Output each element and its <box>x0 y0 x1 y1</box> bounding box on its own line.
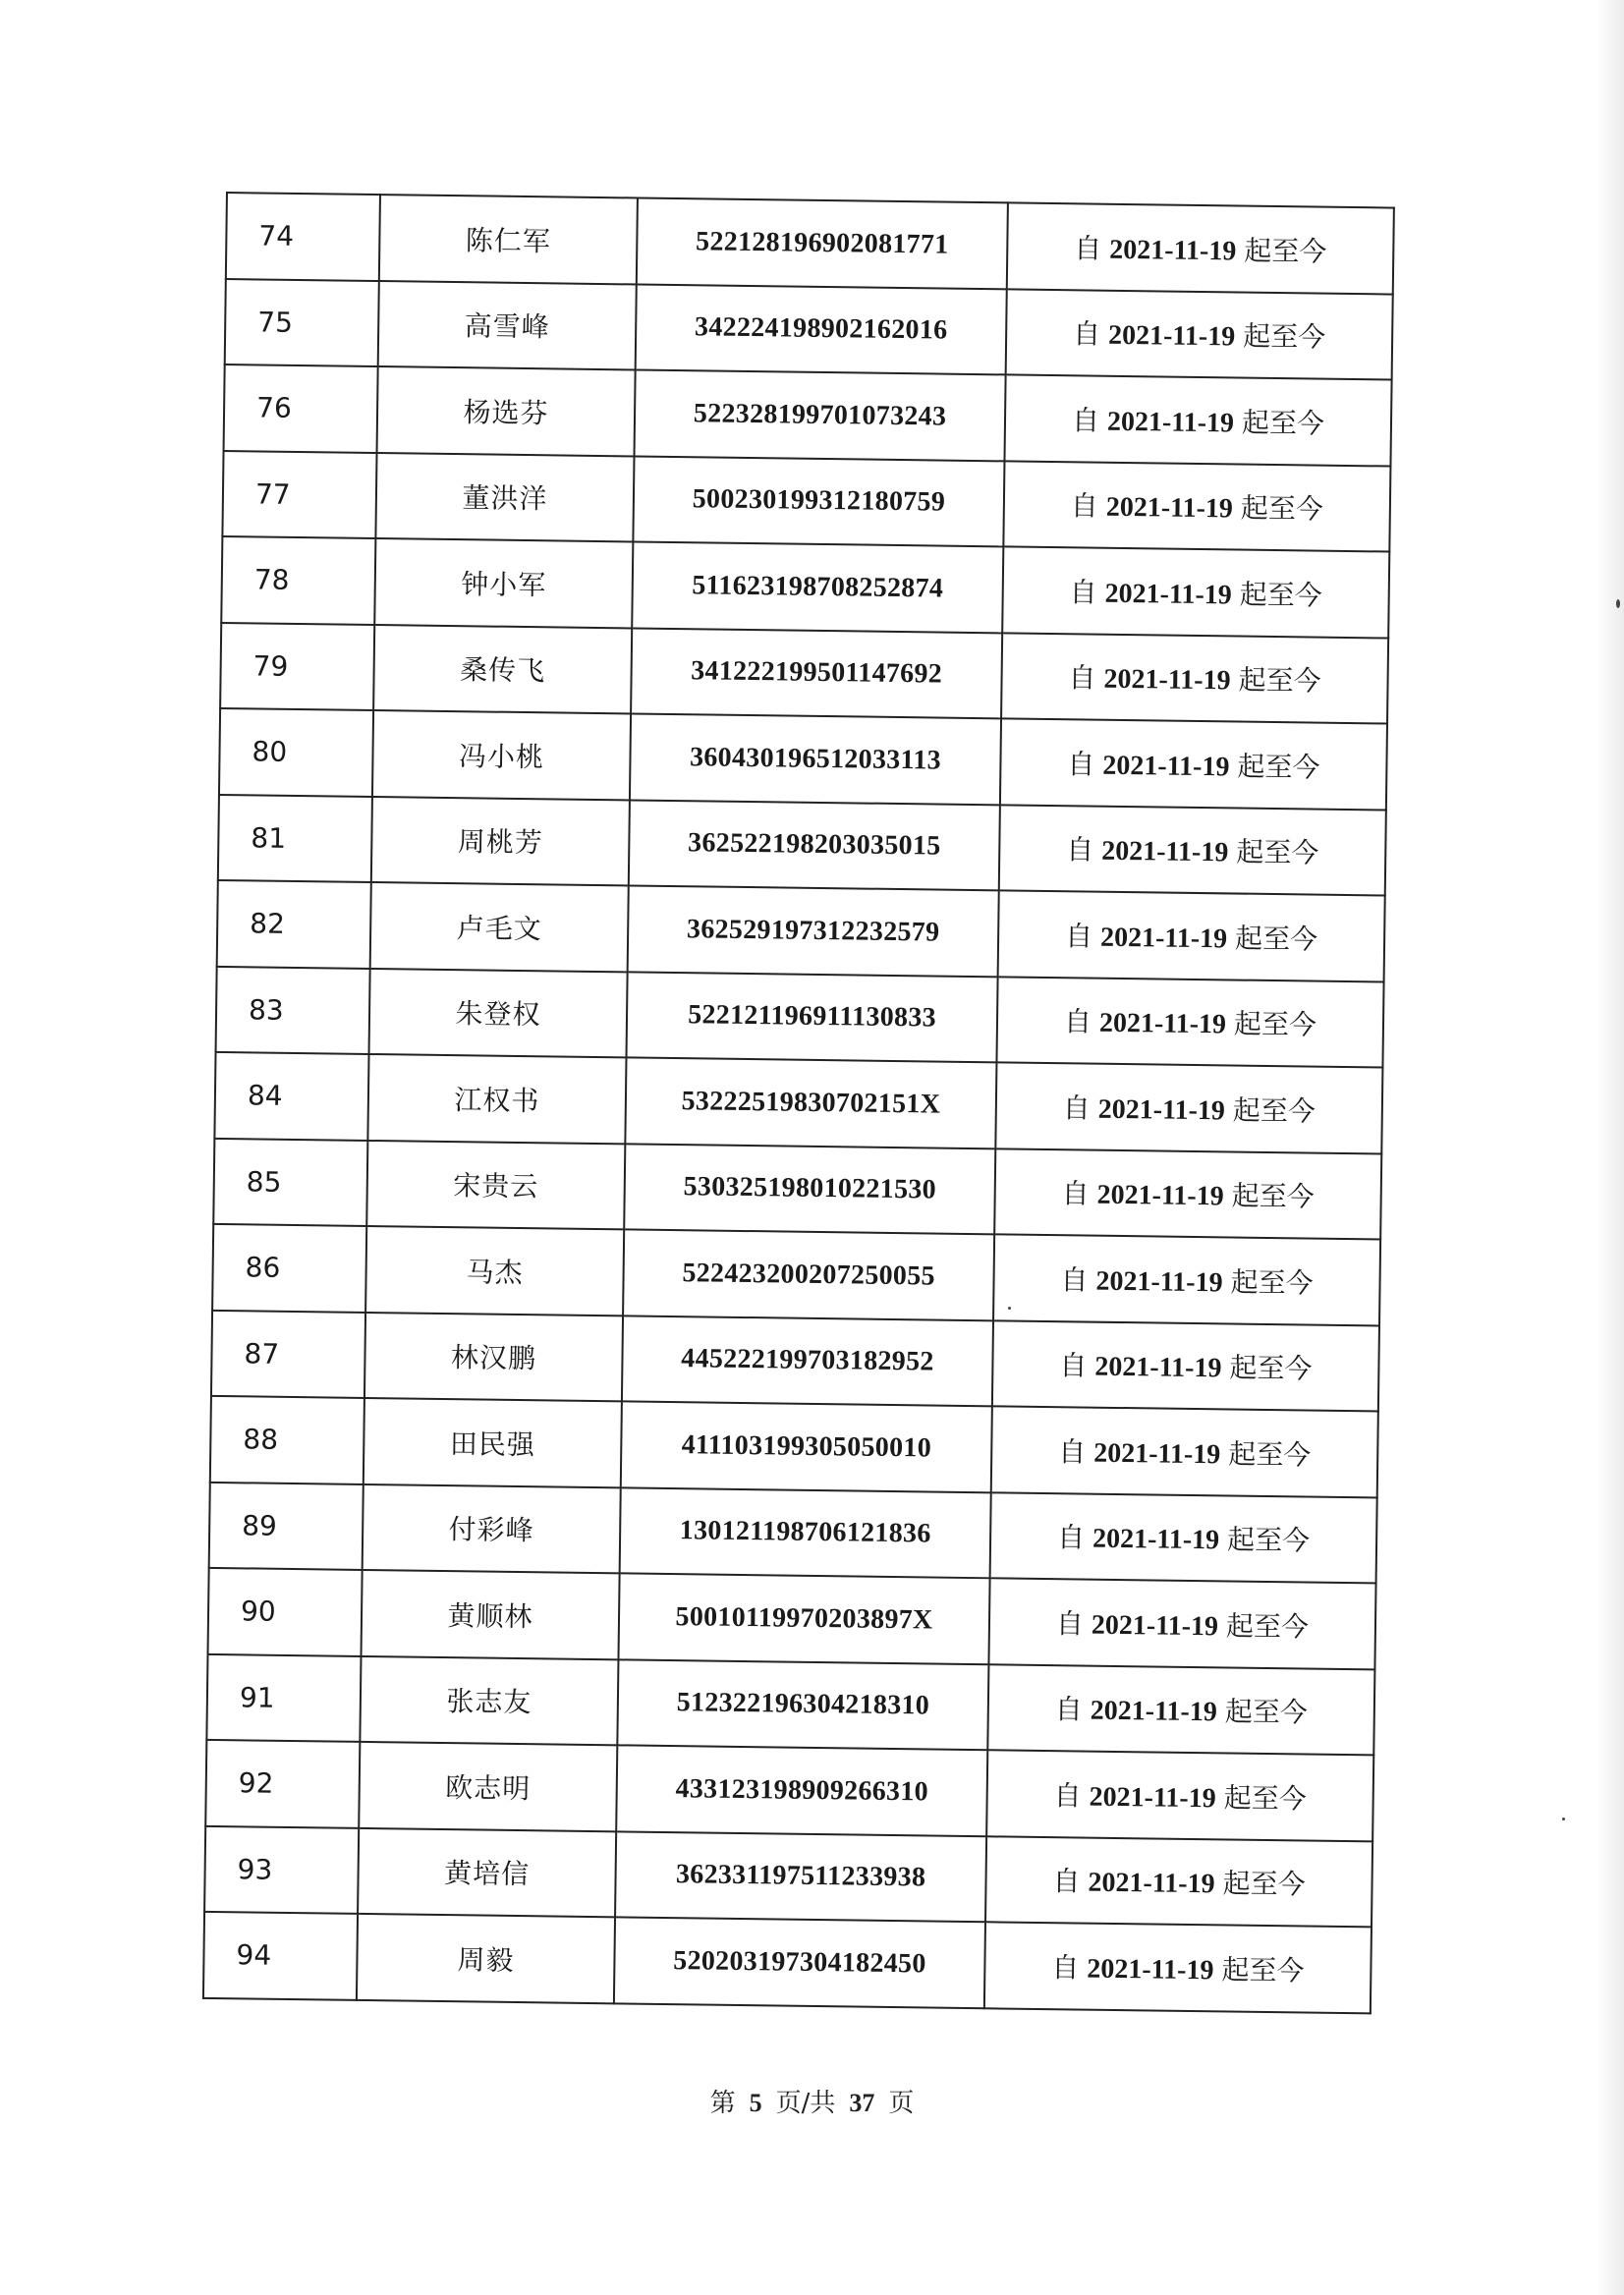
row-number: 85 <box>213 1138 367 1226</box>
table-row <box>209 1482 1377 1583</box>
validity-period <box>990 1492 1377 1584</box>
period-start-date: 2021-11-19 <box>1093 1437 1221 1471</box>
footer-ye: 页 <box>888 2089 915 2118</box>
period-start-date: 2021-11-19 <box>1092 1523 1220 1556</box>
validity-period <box>995 1062 1382 1153</box>
person-name: 黄顺林 <box>362 1570 620 1659</box>
person-name: 马杰 <box>365 1226 624 1315</box>
period-start-date: 2021-11-19 <box>1109 234 1237 267</box>
id-number: 130121198706121836 <box>620 1487 991 1578</box>
validity-period <box>1007 202 1394 294</box>
table-row <box>216 966 1384 1067</box>
period-start-date: 2021-11-19 <box>1098 1007 1227 1040</box>
period-prefix: 自 <box>1069 576 1097 609</box>
period-prefix: 自 <box>1071 404 1100 437</box>
row-number: 76 <box>224 364 378 453</box>
period-suffix: 起至今 <box>1231 1179 1315 1213</box>
person-name: 陈仁军 <box>379 195 638 284</box>
validity-period <box>999 805 1386 896</box>
id-number: 433123198909266310 <box>616 1745 987 1835</box>
period-suffix: 起至今 <box>1228 1437 1312 1472</box>
period-prefix: 自 <box>1062 1091 1092 1125</box>
id-number: 411103199305050010 <box>621 1401 992 1491</box>
period-suffix: 起至今 <box>1244 234 1327 268</box>
person-name: 林汉鹏 <box>364 1312 623 1401</box>
id-number: 522121196911130833 <box>626 972 997 1062</box>
table-row <box>217 880 1385 981</box>
period-suffix: 起至今 <box>1221 1953 1305 1987</box>
table-row <box>221 536 1389 638</box>
validity-period <box>1006 289 1393 380</box>
id-number: 360430196512033113 <box>630 713 1001 804</box>
scan-speck <box>1008 1307 1011 1310</box>
validity-period <box>996 977 1383 1068</box>
period-prefix: 自 <box>1067 748 1095 781</box>
person-name: 田民强 <box>364 1398 622 1487</box>
id-number: 50010119970203897X <box>618 1573 989 1663</box>
period-start-date: 2021-11-19 <box>1102 750 1230 783</box>
person-name: 江权书 <box>367 1054 626 1144</box>
period-start-date: 2021-11-19 <box>1087 1953 1214 1987</box>
period-start-date: 2021-11-19 <box>1105 492 1234 525</box>
id-number: 520203197304182450 <box>614 1917 985 2007</box>
table-row <box>208 1568 1376 1669</box>
row-number: 82 <box>217 880 371 969</box>
table-row <box>203 1912 1372 2013</box>
period-suffix: 起至今 <box>1222 1867 1306 1901</box>
validity-period <box>1001 633 1388 724</box>
period-prefix: 自 <box>1060 1262 1089 1297</box>
table-row <box>213 1138 1381 1239</box>
person-name: 钟小军 <box>374 538 633 628</box>
row-number: 81 <box>218 794 372 882</box>
validity-period <box>998 890 1385 981</box>
table-row <box>222 450 1390 551</box>
period-prefix: 自 <box>1052 1865 1081 1898</box>
validity-period <box>988 1578 1375 1669</box>
validity-period <box>1003 461 1390 552</box>
period-prefix: 自 <box>1064 919 1093 953</box>
validity-period <box>985 1836 1372 1928</box>
row-number: 93 <box>204 1825 359 1914</box>
id-number: 500230199312180759 <box>633 456 1004 546</box>
person-name: 欧志明 <box>359 1742 617 1831</box>
validity-period <box>1002 546 1389 638</box>
person-name: 卢毛文 <box>370 882 629 972</box>
footer-ye-gong: 页/共 <box>775 2089 836 2118</box>
period-prefix: 自 <box>1072 317 1101 351</box>
table-row <box>205 1740 1373 1841</box>
period-start-date: 2021-11-19 <box>1095 1265 1223 1299</box>
period-prefix: 自 <box>1066 833 1094 867</box>
period-suffix: 起至今 <box>1239 578 1322 612</box>
id-number: 342224198902162016 <box>636 284 1007 374</box>
id-number: 522328199701073243 <box>635 369 1006 460</box>
row-number: 94 <box>203 1912 358 2000</box>
row-number: 84 <box>214 1052 368 1141</box>
person-name: 桑传飞 <box>373 625 632 714</box>
person-name: 冯小桃 <box>372 710 631 800</box>
person-name: 张志友 <box>360 1655 618 1745</box>
table-row <box>212 1224 1380 1325</box>
roster-table-body <box>203 193 1394 2013</box>
row-number: 90 <box>208 1568 363 1656</box>
row-number: 91 <box>206 1653 361 1742</box>
period-prefix: 自 <box>1051 1950 1080 1985</box>
id-number: 522423200207250055 <box>623 1229 994 1319</box>
validity-period <box>986 1750 1373 1841</box>
scan-speck <box>1616 599 1620 608</box>
period-start-date: 2021-11-19 <box>1099 922 1228 955</box>
period-prefix: 自 <box>1061 1177 1090 1210</box>
person-name: 董洪洋 <box>375 453 634 542</box>
table-row <box>211 1310 1379 1411</box>
person-name: 黄培信 <box>358 1827 616 1917</box>
validity-period <box>987 1664 1374 1756</box>
table-row <box>218 794 1386 895</box>
period-start-date: 2021-11-19 <box>1094 1351 1222 1384</box>
id-number: 362529197312232579 <box>628 885 999 976</box>
period-suffix: 起至今 <box>1242 319 1326 354</box>
row-number: 88 <box>210 1396 364 1484</box>
id-number: 512322196304218310 <box>617 1659 988 1750</box>
period-start-date: 2021-11-19 <box>1088 1867 1215 1900</box>
period-start-date: 2021-11-19 <box>1091 1609 1219 1643</box>
period-suffix: 起至今 <box>1223 1781 1307 1816</box>
id-number: 341222199501147692 <box>631 628 1002 718</box>
period-start-date: 2021-11-19 <box>1103 663 1231 697</box>
person-name: 宋贵云 <box>366 1140 625 1229</box>
id-number: 530325198010221530 <box>624 1144 995 1234</box>
validity-period <box>993 1234 1380 1325</box>
period-start-date: 2021-11-19 <box>1090 1695 1218 1728</box>
period-suffix: 起至今 <box>1233 1007 1317 1041</box>
validity-period <box>1004 374 1391 466</box>
row-number: 89 <box>209 1482 364 1570</box>
person-name: 周毅 <box>357 1914 615 2003</box>
period-prefix: 自 <box>1068 661 1096 695</box>
period-prefix: 自 <box>1059 1349 1088 1382</box>
id-number: 522128196902081771 <box>637 197 1008 288</box>
period-start-date: 2021-11-19 <box>1101 835 1229 868</box>
row-number: 74 <box>226 193 380 281</box>
id-number: 362522198203035015 <box>629 800 1000 890</box>
period-prefix: 自 <box>1063 1005 1092 1038</box>
table-row <box>224 364 1392 466</box>
id-number: 362331197511233938 <box>615 1831 986 1922</box>
period-prefix: 自 <box>1054 1693 1084 1726</box>
id-number: 53222519830702151X <box>625 1057 996 1148</box>
period-suffix: 起至今 <box>1229 1351 1313 1385</box>
validity-period <box>994 1148 1381 1240</box>
row-number: 79 <box>220 622 374 710</box>
table-row <box>220 622 1388 723</box>
scan-speck <box>1562 1818 1565 1820</box>
period-start-date: 2021-11-19 <box>1097 1093 1226 1127</box>
row-number: 86 <box>212 1224 366 1313</box>
table-row <box>226 193 1394 294</box>
footer-di: 第 <box>709 2089 736 2118</box>
period-start-date: 2021-11-19 <box>1107 320 1236 353</box>
table-row <box>225 279 1393 380</box>
period-prefix: 自 <box>1055 1606 1085 1641</box>
validity-period <box>992 1320 1379 1412</box>
row-number: 77 <box>222 450 376 538</box>
roster-table <box>202 192 1395 2014</box>
id-number: 511623198708252874 <box>632 541 1003 632</box>
table-row <box>219 708 1387 810</box>
footer-total-pages: 37 <box>849 2089 875 2117</box>
period-prefix: 自 <box>1074 232 1102 265</box>
row-number: 80 <box>219 708 373 797</box>
period-suffix: 起至今 <box>1236 835 1319 869</box>
person-name: 朱登权 <box>369 968 628 1057</box>
table-row <box>206 1653 1374 1755</box>
period-start-date: 2021-11-19 <box>1104 578 1232 611</box>
row-number: 87 <box>211 1310 365 1398</box>
row-number: 75 <box>225 279 379 367</box>
id-number: 445222199703182952 <box>622 1315 993 1406</box>
row-number: 78 <box>221 536 375 625</box>
period-suffix: 起至今 <box>1224 1695 1309 1729</box>
validity-period <box>991 1406 1378 1497</box>
validity-period <box>1000 718 1387 810</box>
period-start-date: 2021-11-19 <box>1096 1179 1224 1212</box>
page-footer <box>0 2083 1624 2119</box>
row-number: 83 <box>216 966 370 1054</box>
table-row <box>210 1396 1378 1497</box>
table-row <box>204 1825 1372 1927</box>
period-suffix: 起至今 <box>1230 1265 1314 1300</box>
period-prefix: 自 <box>1053 1778 1082 1813</box>
person-name: 付彩峰 <box>363 1483 621 1573</box>
table-row <box>214 1052 1382 1153</box>
person-name: 高雪峰 <box>378 281 637 370</box>
person-name: 周桃芳 <box>371 797 630 886</box>
footer-page-number: 5 <box>749 2089 762 2117</box>
period-suffix: 起至今 <box>1240 491 1324 526</box>
validity-period <box>984 1922 1372 2013</box>
period-suffix: 起至今 <box>1234 922 1318 956</box>
period-suffix: 起至今 <box>1237 750 1320 784</box>
scan-edge-shadow <box>1596 0 1624 2295</box>
period-suffix: 起至今 <box>1225 1609 1310 1644</box>
period-prefix: 自 <box>1057 1434 1087 1469</box>
person-name: 杨选芬 <box>377 366 636 456</box>
period-suffix: 起至今 <box>1241 406 1325 440</box>
period-start-date: 2021-11-19 <box>1106 406 1235 439</box>
period-suffix: 起至今 <box>1238 663 1321 698</box>
period-start-date: 2021-11-19 <box>1089 1781 1216 1815</box>
period-prefix: 自 <box>1056 1521 1086 1554</box>
period-suffix: 起至今 <box>1226 1523 1311 1557</box>
period-prefix: 自 <box>1070 489 1099 523</box>
period-suffix: 起至今 <box>1232 1093 1316 1128</box>
row-number: 92 <box>205 1740 360 1828</box>
